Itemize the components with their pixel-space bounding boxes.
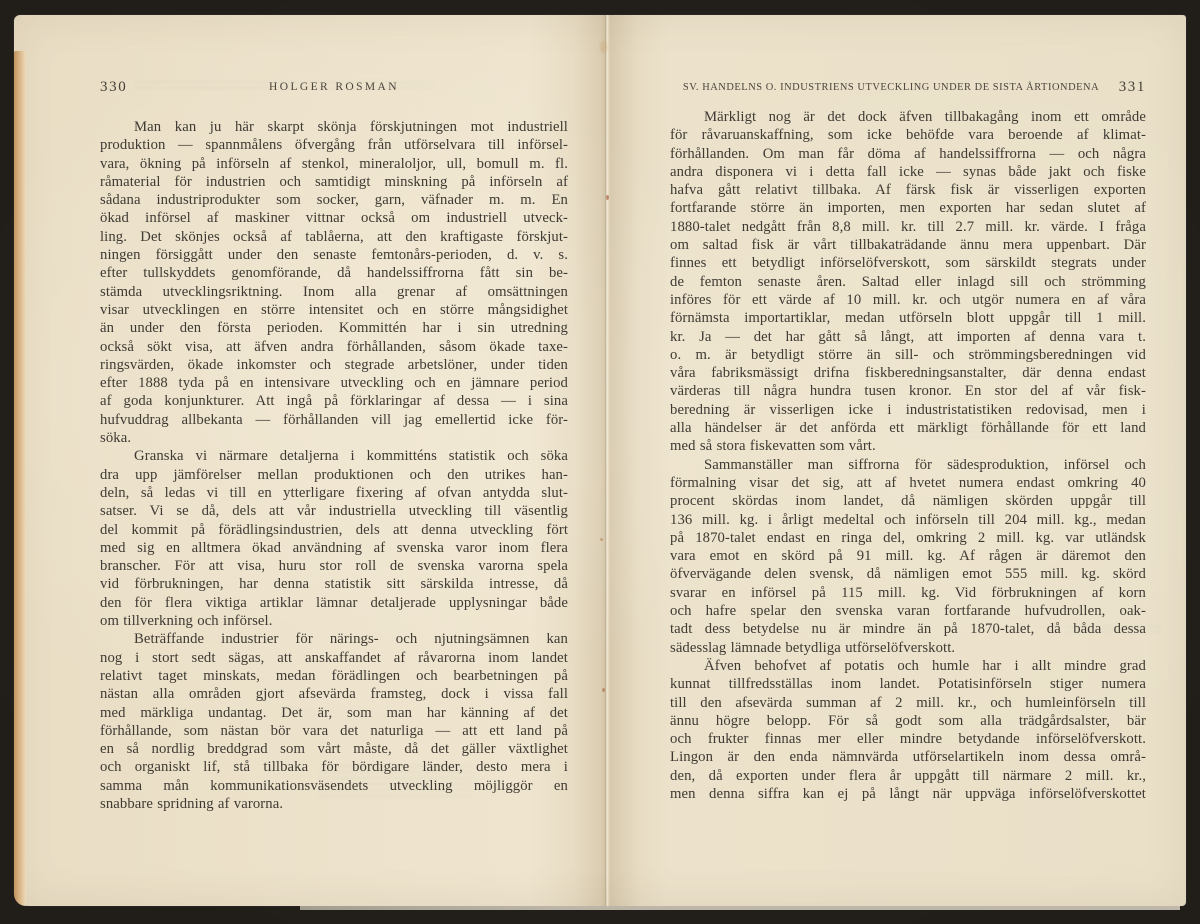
text-line: Man kan ju här skarpt skönja förskjutningen mot industriell bbox=[134, 119, 568, 135]
text-line: branscher. För att visa, huru stor roll de svenska varorna spela bbox=[100, 558, 568, 575]
text-line: af goda konjunkturer. Att ingå på förklaringar af dessa — i sina bbox=[100, 393, 568, 410]
text-line: söka. bbox=[100, 430, 132, 447]
text-line: nog i stort sedt sägas, att anskaffandet af råvarorna inom landet bbox=[100, 649, 568, 666]
text-line: visar utvecklingen en större intensitet och en större mångsidighet bbox=[100, 301, 568, 318]
left-page bbox=[100, 79, 568, 813]
paragraph bbox=[100, 118, 568, 447]
text-line: men denna siffra kan ej på långt när uppväga införselöfverskottet bbox=[670, 785, 1146, 802]
gutter-shadow bbox=[574, 15, 638, 906]
text-line: produktion — spannmålens öfvergång från utförselvara till införsel- bbox=[100, 137, 568, 154]
text-line: de femton senaste åren. Saltad eller inlagd sill och strömming bbox=[670, 273, 1146, 290]
text-line: förhållanden. Om man får döma af handelssiffrorna — och några bbox=[670, 145, 1146, 162]
text-line: kr. Ja — det har gått så långt, att importen af denna vara t. bbox=[670, 328, 1146, 345]
text-line: efter tullskyddets genomförande, då handelssiffrorna fått sin be- bbox=[100, 265, 568, 282]
text-line: förnämsta importartiklar, medan utförseln blott uppgår till 1 mill. bbox=[670, 310, 1146, 327]
text-line: vara emot en skörd på 91 mill. kg. Af rågen är däremot den bbox=[670, 548, 1146, 565]
text-line: tadt dess betydelse nu är mindre än på 1870-talet, då båda dessa bbox=[670, 621, 1146, 638]
text-line: 136 mill. kg. i årligt medeltal och införseln till 204 mill. kg., medan bbox=[670, 511, 1146, 528]
text-line: fortfarande större än importen, men exporten har sedan slutet af bbox=[670, 200, 1146, 217]
text-line: Sammanställer man siffrorna för sädesproduktion, införsel och bbox=[704, 456, 1146, 473]
text-line: deln, så ledas vi till en ytterligare fixering af ofvan antydda slut- bbox=[100, 484, 568, 501]
right-page-body bbox=[670, 108, 1146, 803]
text-line: del kommit på förädlingsindustrien, dels att denna utveckling fört bbox=[100, 521, 568, 538]
text-line: och hafre spelar den svenska varan fortfarande hufvudrollen, oak- bbox=[670, 603, 1146, 620]
text-line: o. m. är betydligt större än sill- och strömmingsberedningen vid bbox=[670, 346, 1146, 363]
text-line: med märkliga undantag. Det är, som man har känning af det bbox=[100, 704, 568, 721]
gutter-crease bbox=[605, 15, 606, 906]
text-line: om tillverkning och införsel. bbox=[100, 613, 273, 630]
text-line: öfvervägande delen svensk, då nämligen emot 555 mill. kg. skörd bbox=[670, 566, 1146, 583]
text-line: satser. Vi se då, dels att vår industriella utveckling till väsentlig bbox=[100, 503, 568, 520]
text-line: snabbare spridning af varorna. bbox=[100, 795, 284, 812]
text-line: vid förbrukningen, har denna statistik sitt särskilda intresse, då bbox=[100, 576, 568, 593]
text-line: en så nordlig breddgrad som vårt måste, då det gäller växtlighet bbox=[100, 741, 568, 758]
text-line: kunnat tillfredsställas inom landet. Potatisinförseln stiger numera bbox=[670, 676, 1146, 693]
text-line: ökad införsel af maskiner vittnar också om industriell utveck- bbox=[100, 210, 568, 227]
text-line: den, då exporten under flera år uppgått till närmare 2 mill. kr., bbox=[670, 767, 1146, 784]
text-line: samma mån kommunikationsväsendets utveckling möjliggör en bbox=[100, 777, 568, 794]
text-line: ling. Det skönjes också af tablåerna, att den kraftigaste förskjut- bbox=[100, 228, 568, 245]
right-page-number: 331 bbox=[1118, 79, 1146, 95]
text-line: på 1870-talet endast en ringa del, omkring 2 mill. kg. var utländsk bbox=[670, 529, 1146, 546]
right-page bbox=[670, 79, 1146, 803]
text-line: den för flera viktiga artiklar lämnar detaljerade upplysningar både bbox=[100, 594, 568, 611]
paragraph bbox=[100, 447, 568, 630]
left-running-head bbox=[100, 79, 568, 97]
text-line: relativt taget minskats, medan förädlingen och bearbetningen på bbox=[100, 667, 568, 684]
page-fore-edge bbox=[14, 51, 26, 906]
text-line: Granska vi närmare detaljerna i kommitténs statistik och söka bbox=[134, 448, 568, 465]
text-line: andra disponera vi i detta fall icke — synas både jakt och fiske bbox=[670, 163, 1146, 180]
paragraph bbox=[100, 630, 568, 813]
text-line: alla händelser är det anförda ett märkligt förhållande för ett land bbox=[670, 420, 1146, 437]
text-line: procent skördas inom landet, då nämligen skörden uppgår till bbox=[670, 493, 1146, 510]
text-line: råmaterial för industrien och samtidigt minskning på införseln af bbox=[100, 173, 568, 190]
text-line: och organiskt lif, stå tillbaka för bördigare länder, desto mera i bbox=[100, 759, 568, 776]
left-page-number: 330 bbox=[100, 79, 128, 95]
text-line: ringsvärden, ökade inkomster och stegrade arbetslöner, under tiden bbox=[100, 356, 568, 373]
text-line: med sig en alltmera ökad användning af svenska varor inom flera bbox=[100, 539, 568, 556]
text-line: våra fabriksmässigt drifna fiskberedningsanstalter, där denna endast bbox=[670, 365, 1146, 382]
text-line: hafva gått relativt tillbaka. Af färsk fisk är visserligen exporten bbox=[670, 182, 1146, 199]
text-line: hufvuddrag allbekanta — förhållanden vill jag emellertid icke för- bbox=[100, 411, 568, 428]
left-running-header-title: HOLGER ROSMAN bbox=[269, 81, 399, 93]
text-line: ännu högre belopp. För så godt som alla trädgårdsalster, bär bbox=[670, 712, 1146, 729]
right-running-head bbox=[670, 79, 1146, 97]
text-line: Beträffande industrier för närings- och njutningsämnen kan bbox=[134, 631, 568, 648]
text-line: finnes ett betydligt införselöfverskott, som särskildt stegrats under bbox=[670, 255, 1146, 272]
text-line: värderas till några hundra tusen kronor. En stor del af vår fisk- bbox=[670, 383, 1146, 400]
text-line: vara, ökning på införseln af stenkol, mineraloljor, ull, bomull m. fl. bbox=[100, 155, 568, 172]
text-line: förmalning visar det sig, att af hvetet numera endast omkring 40 bbox=[670, 474, 1146, 491]
text-line: 1880-talet nedgått från 8,8 mill. kr. till 2.7 mill. kr. värde. I fråga bbox=[670, 218, 1146, 235]
paragraph bbox=[670, 108, 1146, 456]
book-spread bbox=[14, 15, 1186, 906]
text-line: sådana industriprodukter som socker, garn, väfnader m. m. En bbox=[100, 192, 568, 209]
text-line: dra upp jämförelser mellan produktionen och den utrikes han- bbox=[100, 466, 568, 483]
text-line: stämda utvecklingsriktning. Inom alla grenar af omsättningen bbox=[100, 283, 568, 300]
text-line: sädesslag lämnade betydliga utförselöfverskott. bbox=[670, 639, 956, 656]
text-line: och frukter finnas mer eller mindre betydande införselöfverskott. bbox=[670, 731, 1146, 748]
text-line: Märkligt nog är det dock äfven tillbakagång inom ett område bbox=[704, 109, 1146, 125]
text-line: för råvaruanskaffning, som icke behöfde vara beroende af klimat- bbox=[670, 127, 1146, 144]
text-line: än under den första perioden. Kommittén har i sin utredning bbox=[100, 320, 568, 337]
text-line: förhållande, som nästan bör vara det naturliga — att ett land på bbox=[100, 722, 568, 739]
text-line: om saltad fisk är vårt tillbakaträdande ännu mera uppenbart. Där bbox=[670, 237, 1146, 254]
text-line: Äfven behofvet af potatis och humle har i allt mindre grad bbox=[704, 657, 1146, 674]
paragraph bbox=[670, 456, 1146, 657]
text-line: införes för ett värde af 10 mill. kr. och utgör numera en af våra bbox=[670, 291, 1146, 308]
text-line: till den afsevärda summan af 2 mill. kr., och humleinförseln till bbox=[670, 694, 1146, 711]
right-running-header-title: SV. HANDELNS O. INDUSTRIENS UTVECKLING UNDER DE SISTA ÅRTIONDENA bbox=[682, 82, 1100, 93]
left-page-body bbox=[100, 118, 568, 813]
text-line: beredning är visserligen icke i industristatistiken redovisad, men i bbox=[670, 401, 1146, 418]
text-line: svarar en införsel på 115 mill. kg. Vid förbrukningen af korn bbox=[670, 584, 1146, 601]
text-line: också sökt visa, att äfven andra förhållanden, såsom ökade taxe- bbox=[100, 338, 568, 355]
text-line: Lingon är den enda nämnvärda utförselartikeln inom dessa områ- bbox=[670, 749, 1146, 766]
text-line: efter 1888 tyda på en intensivare utveckling och en jämnare period bbox=[100, 375, 568, 392]
paragraph bbox=[670, 657, 1146, 803]
text-line: nästan alla områden gjort afsevärda framsteg, dock i vissa fall bbox=[100, 686, 568, 703]
text-line: med så stora fiskevatten som vårt. bbox=[670, 438, 876, 455]
text-line: ningen försiggått under den senaste femtonårs-perioden, d. v. s. bbox=[100, 247, 568, 264]
